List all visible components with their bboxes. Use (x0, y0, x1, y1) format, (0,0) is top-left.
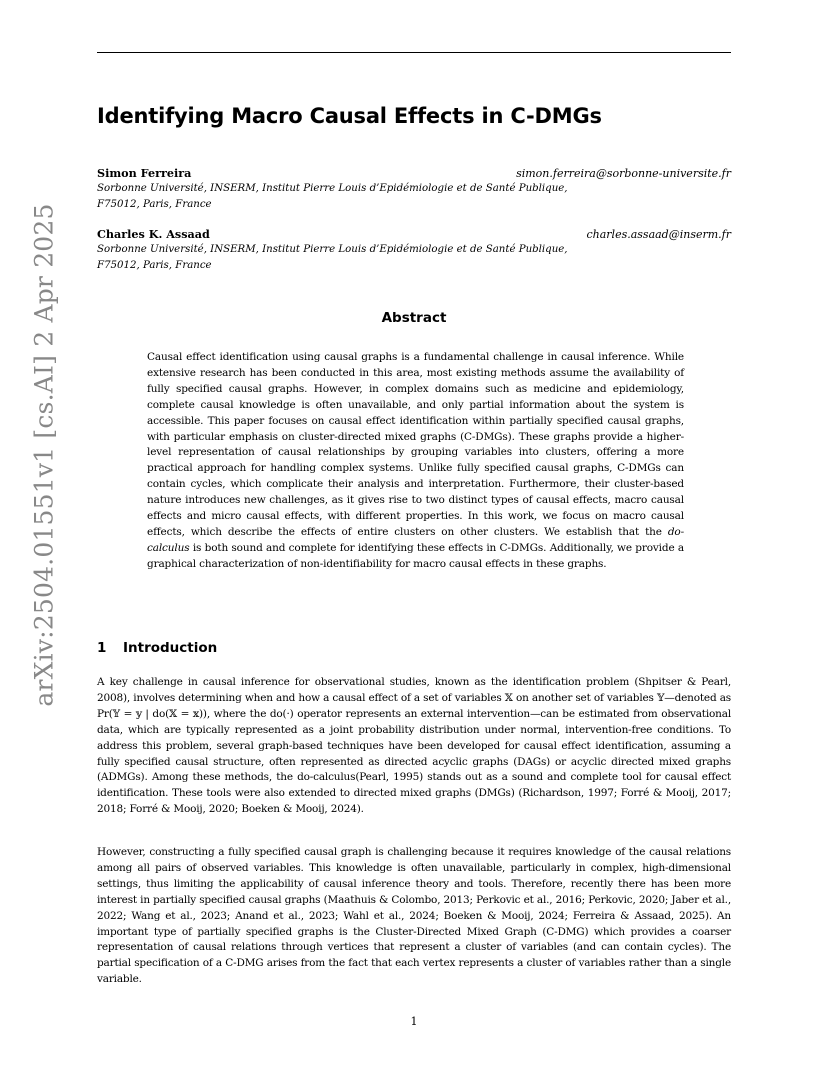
author-name: Charles K. Assaad (97, 227, 210, 241)
abstract-heading: Abstract (381, 310, 447, 326)
author-email[interactable]: charles.assaad@inserm.fr (586, 228, 731, 241)
page-number: 1 (410, 1015, 418, 1028)
author-name: Simon Ferreira (97, 166, 192, 180)
abstract-italic-term: do-calculus (147, 525, 684, 554)
arxiv-stamp: arXiv:2504.01551v1 [cs.AI] 2 Apr 2025 (29, 203, 59, 707)
abstract-text-part2: is both sound and complete for identifying these effects in C-DMGs. Additionally, we provide a graphical characterization of non-identifiability for macro causal effects in these graphs. (147, 541, 684, 570)
paper-title: Identifying Macro Causal Effects in C-DMGs (97, 104, 602, 128)
section-heading (97, 640, 217, 656)
section-number: 1 (97, 640, 107, 656)
author-block-2 (97, 227, 731, 274)
abstract-text (147, 350, 684, 573)
author-affiliation: Sorbonne Université, INSERM, Institut Pierre Louis d’Epidémiologie et de Santé Publique, (97, 183, 568, 194)
intro-paragraph-1: A key challenge in causal inference for observational studies, known as the identification problem (Shpitser & Pearl, 2008), involves determining when and how a causal effect of a set of variables 𝕏 on another set of variables 𝕐—denoted as Pr(𝕐 = 𝕪 | do(𝕏 = 𝕩)), where the do(·) operator represents an external intervention—can be estimated from observational data, which are typically represented as a joint probability distribution under normal, intervention-free conditions. To address this problem, several graph-based techniques have been developed for causal effect identification, assuming a fully specified causal structure, often represented as directed acyclic graphs (DAGs) or acyclic directed mixed graphs (ADMGs). Among these methods, the do-calculus(Pearl, 1995) stands out as a sound and complete tool for causal effect identification. These tools were also extended to directed mixed graphs (DMGs) (Richardson, 1997; Forré & Mooij, 2017; 2018; Forré & Mooij, 2020; Boeken & Mooij, 2024). (97, 676, 731, 816)
intro-paragraph-2: However, constructing a fully specified causal graph is challenging because it requires knowledge of the causal relations among all pairs of observed variables. This knowledge is often unavailable, particularly in complex, high-dimensional settings, thus limiting the applicability of causal inference theory and tools. Therefore, recently there has been more interest in partially specified causal graphs (Maathuis & Colombo, 2013; Perkovic et al., 2016; Perkovic, 2020; Jaber et al., 2022; Wang et al., 2023; Anand et al., 2023; Wahl et al., 2024; Boeken & Mooij, 2024; Ferreira & Assaad, 2025). An important type of partially specified graphs is the Cluster-Directed Mixed Graph (C-DMG) which provides a coarser representation of causal relations through vertices that represent a cluster of variables (and can contain cycles). The partial specification of a C-DMG arises from the fact that each vertex represents a cluster of variables rather than a single variable. (97, 846, 731, 986)
top-rule (97, 52, 731, 53)
author-block-1 (97, 166, 731, 213)
author-affiliation-city: F75012, Paris, France (97, 260, 212, 271)
author-email[interactable]: simon.ferreira@sorbonne-universite.fr (516, 167, 731, 180)
author-affiliation-city: F75012, Paris, France (97, 199, 212, 210)
author-affiliation: Sorbonne Université, INSERM, Institut Pierre Louis d’Epidémiologie et de Santé Publique, (97, 244, 568, 255)
abstract-text-part1: Causal effect identification using causal graphs is a fundamental challenge in causal inference. While extensive research has been conducted in this area, most existing methods assume the availability of fully specified causal graphs. However, in complex domains such as medicine and epidemiology, complete causal knowledge is often unavailable, and only partial information about the system is accessible. This paper focuses on causal effect identification within partially specified causal graphs, with particular emphasis on cluster-directed mixed graphs (C-DMGs). These graphs provide a higher-level representation of causal relationships by grouping variables into clusters, offering a more practical approach for handling complex systems. Unlike fully specified causal graphs, C-DMGs can contain cycles, which complicate their analysis and interpretation. Furthermore, their cluster-based nature introduces new challenges, as it gives rise to two distinct types of causal effects, macro causal effects and micro causal effects, with different properties. In this work, we focus on macro causal effects, which describe the effects of entire clusters on other clusters. We establish that the (147, 351, 684, 538)
section-title: Introduction (123, 640, 218, 656)
